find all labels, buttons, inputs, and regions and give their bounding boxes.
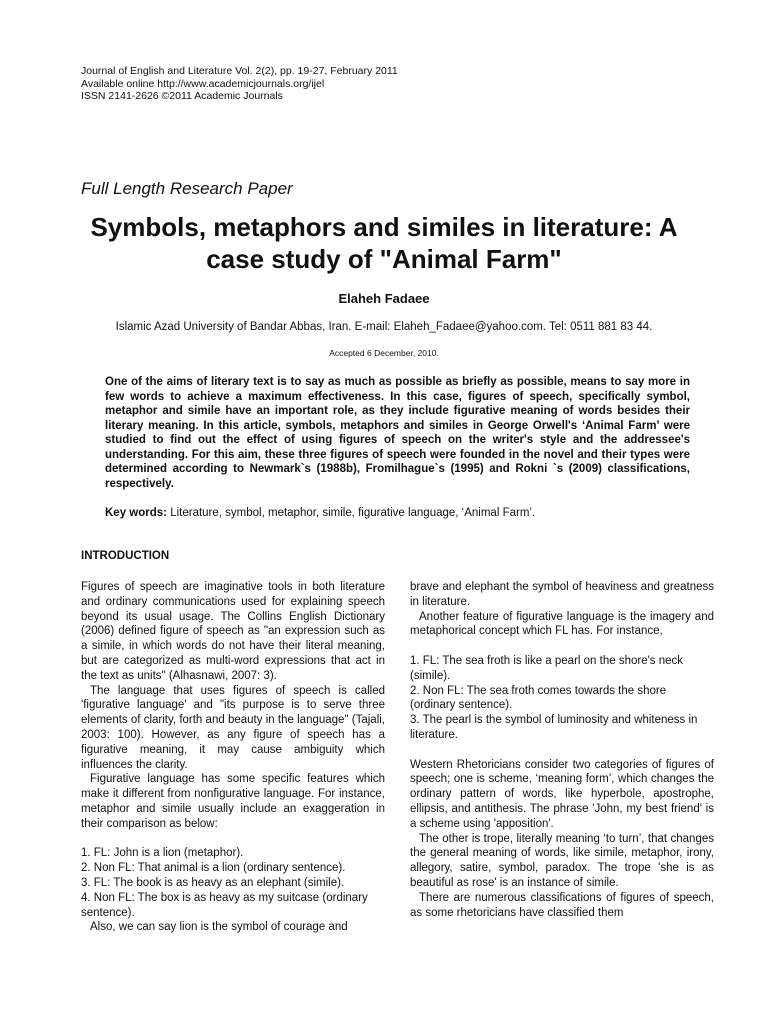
paragraph: The language that uses figures of speech is called 'figurative language' and "its purpose is to serve three elements of clarity, forth and beauty in the language" (Tajali, 2003: 100). However, as any figure of speech has a figurative meaning, it may cause ambiguity which influences the clarity. bbox=[81, 684, 385, 771]
keywords-text: Literature, symbol, metaphor, simile, figurative language, ‘Animal Farm’. bbox=[167, 507, 536, 519]
journal-issn: ISSN 2141-2626 ©2011 Academic Journals bbox=[81, 90, 283, 102]
paper-title: Symbols, metaphors and similes in literature: A case study of "Animal Farm" bbox=[90, 212, 678, 274]
abstract: One of the aims of literary text is to say as much as possible as briefly as possible, means to say more in few words to achieve a maximum effectiveness. In this case, figures of speech, specifically symbol, metaphor and simile have an important role, as they include figurative meaning of words besides their literary meaning. In this article, symbols, metaphors and similes in George Orwell's ‘Animal Farm’ were studied to find out the effect of using figures of speech on the writer's style and the addressee's understanding. For this aim, these three figures of speech were founded in the novel and their types were determined according to Newmark`s (1988b), Fromilhague`s (1995) and Rokni `s (2009) classifications, respectively. bbox=[105, 376, 690, 490]
list-item: 1. FL: John is a lion (metaphor). bbox=[81, 847, 244, 860]
accepted-date: Accepted 6 December, 2010. bbox=[329, 348, 439, 358]
paragraph: There are numerous classifications of figures of speech, as some rhetoricians have classified them bbox=[410, 891, 714, 919]
author-affiliation: Islamic Azad University of Bandar Abbas, Iran. E-mail: Elaheh_Fadaee@yahoo.com. Tel: 0511 881 83 44. bbox=[115, 321, 653, 333]
journal-url: Available online http://www.academicjournals.org/ijel bbox=[81, 77, 325, 90]
left-column bbox=[81, 580, 385, 935]
paragraph: Figures of speech are imaginative tools in both literature and ordinary communications used for explaining speech beyond its usual usage. The Collins English Dictionary (2006) defined figure of speech as "an expression such as a simile, in which words do not have their literal meaning, but are categorized as multi-word expressions that act in the text as units" (Alhasnawi, 2007: 3). bbox=[81, 581, 385, 682]
list-item: 3. FL: The book is as heavy as an elephant (simile). bbox=[81, 876, 345, 889]
paragraph: Another feature of figurative language is the imagery and metaphorical concept which FL has. For instance, bbox=[410, 610, 714, 638]
list-item: 2. Non FL: That animal is a lion (ordinary sentence). bbox=[81, 862, 346, 875]
right-column bbox=[410, 580, 714, 920]
paragraph: The other is trope, literally meaning ‘to turn’, that changes the general meaning of words, like simile, metaphor, irony, allegory, satire, symbol, paradox. The trope 'she is as beautiful as rose' is an instance of simile. bbox=[410, 832, 714, 889]
keywords-label: Key words: bbox=[105, 507, 167, 519]
paragraph: Also, we can say lion is the symbol of courage and bbox=[90, 921, 348, 934]
list-item: 3. The pearl is the symbol of luminosity and whiteness in literature. bbox=[410, 714, 698, 741]
paragraph: brave and elephant the symbol of heaviness and greatness in literature. bbox=[410, 581, 714, 608]
list-item: 4. Non FL: The box is as heavy as my suitcase (ordinary sentence). bbox=[81, 891, 368, 919]
paper-type: Full Length Research Paper bbox=[81, 179, 293, 198]
list-item: 1. FL: The sea froth is like a pearl on the shore's neck (simile). bbox=[410, 654, 684, 682]
paragraph: Figurative language has some specific features which make it different from nonfigurative language. For instance, metaphor and simile usually include an exaggeration in their comparison as below: bbox=[81, 773, 385, 830]
journal-header bbox=[81, 65, 398, 103]
list-item: 2. Non FL: The sea froth comes towards the shore (ordinary sentence). bbox=[410, 684, 667, 712]
paragraph: Western Rhetoricians consider two categories of figures of speech; one is scheme, ‘meaning form’, which changes the ordinary pattern of words, like hyperbole, apostrophe, ellipsis, and antithesis. The phrase 'John, my best friend' is a scheme using 'apposition'. bbox=[410, 758, 714, 830]
keywords bbox=[105, 507, 535, 519]
author-name: Elaheh Fadaee bbox=[338, 291, 430, 306]
journal-citation: Journal of English and Literature Vol. 2(2), pp. 19-27, February 2011 bbox=[81, 65, 398, 77]
section-heading-introduction: INTRODUCTION bbox=[81, 550, 170, 562]
